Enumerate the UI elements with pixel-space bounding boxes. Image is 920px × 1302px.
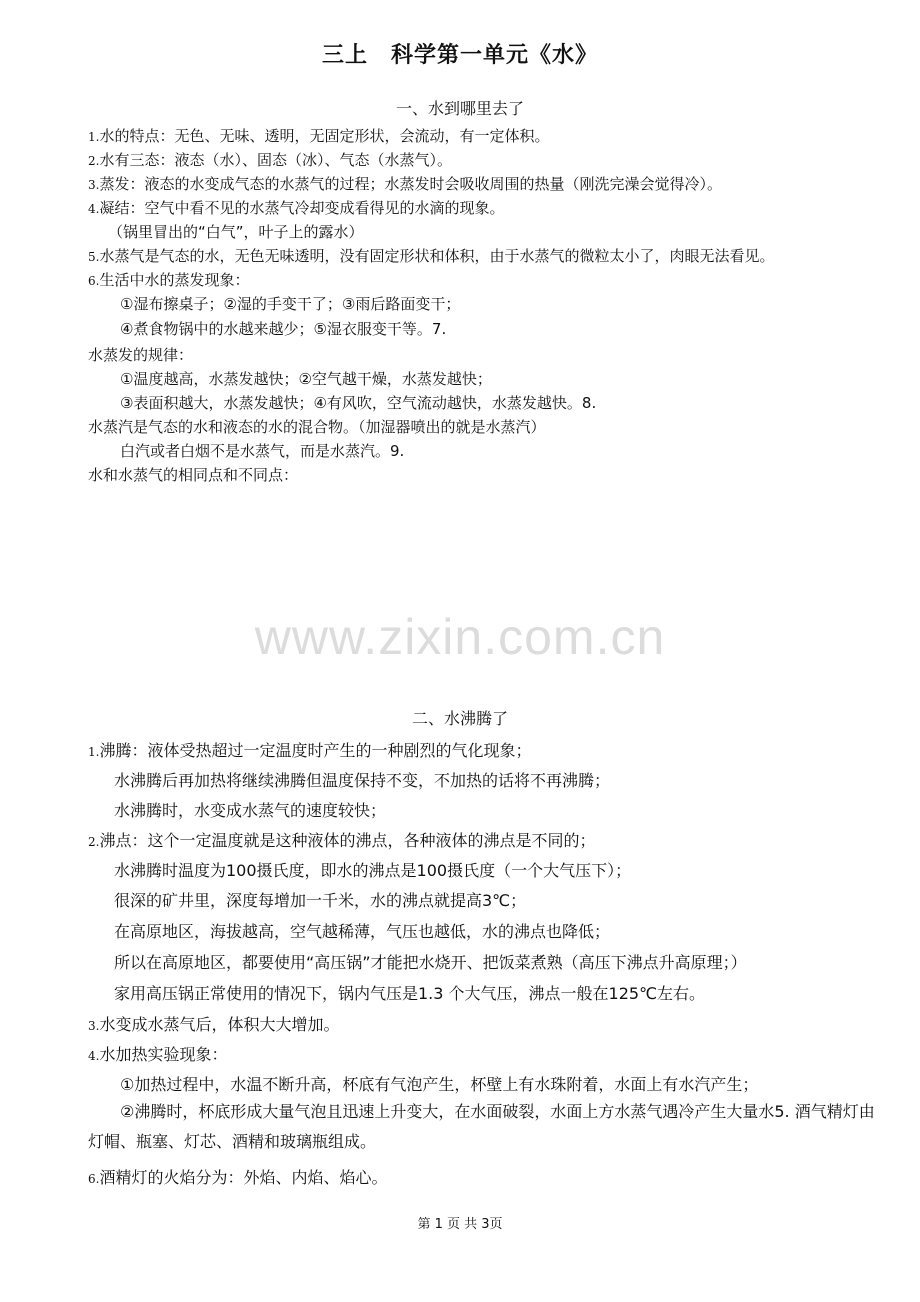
- list-item: 水和水蒸气的相同点和不同点：: [88, 466, 299, 484]
- list-item: 白汽或者白烟不是水蒸气，而是水蒸汽。9.: [120, 442, 405, 460]
- list-item: ③表面积越大，水蒸发越快；④有风吹，空气流动越快，水蒸发越快。8.: [120, 394, 597, 412]
- list-item: 家用高压锅正常使用的情况下，锅内气压是1.3 个大气压，沸点一般在125℃左右。: [114, 984, 706, 1003]
- list-item: ①加热过程中，水温不断升高，杯底有气泡产生，杯壁上有水珠附着，水面上有水汽产生；: [120, 1075, 759, 1094]
- list-item: 1.沸腾：液体受热超过一定温度时产生的一种剧烈的气化现象；: [88, 741, 532, 760]
- list-item: 水沸腾后再加热将继续沸腾但温度保持不变，不加热的话将不再沸腾；: [114, 771, 611, 790]
- list-item: 1.水的特点：无色、无味、透明，无固定形状，会流动，有一定体积。: [88, 127, 550, 145]
- list-item: ②沸腾时，杯底形成大量气泡且迅速上升变大，在水面破裂，水面上方水蒸气遇冷产生大量水5. 酒气精灯由灯帽、瓶塞、灯芯、酒精和玻璃瓶组成。: [88, 1102, 875, 1151]
- list-item: 水沸腾时，水变成水蒸气的速度较快；: [114, 801, 387, 820]
- list-item: 水沸腾时温度为100摄氏度，即水的沸点是100摄氏度（一个大气压下）；: [114, 861, 632, 880]
- list-item: 6.生活中水的蒸发现象：: [88, 271, 250, 289]
- list-item: 4.水加热实验现象：: [88, 1045, 228, 1064]
- list-item: 水蒸汽是气态的水和液态的水的混合物。（加湿器喷出的就是水蒸汽）: [88, 418, 546, 436]
- list-item: （锅里冒出的“白气”，叶子上的露水）: [108, 223, 364, 241]
- list-item: ①温度越高，水蒸发越快；②空气越干燥，水蒸发越快；: [120, 370, 492, 388]
- list-item: 2.水有三态：液态（水）、固态（冰）、气态（水蒸气）。: [88, 151, 452, 169]
- list-item: 4.凝结：空气中看不见的水蒸气冷却变成看得见的水滴的现象。: [88, 199, 505, 217]
- section-heading-2: 二、水沸腾了: [411, 709, 508, 728]
- list-item: 水蒸发的规律：: [88, 346, 194, 364]
- list-item: ①湿布擦桌子；②湿的手变干了；③雨后路面变干；: [120, 295, 461, 313]
- list-item: ④煮食物锅中的水越来越少；⑤湿衣服变干等。7.: [120, 320, 447, 338]
- list-item: 6.酒精灯的火焰分为：外焰、内焰、焰心。: [88, 1168, 388, 1187]
- list-item: 3.水变成水蒸气后，体积大大增加。: [88, 1015, 340, 1034]
- page-footer: 第 1 页 共 3页: [417, 1217, 503, 1232]
- watermark: www.zixin.com.cn: [254, 609, 666, 665]
- list-item: 很深的矿井里，深度每增加一千米，水的沸点就提高3℃；: [114, 891, 527, 910]
- section-heading-1: 一、水到哪里去了: [395, 99, 524, 118]
- list-item: 2.沸点：这个一定温度就是这种液体的沸点，各种液体的沸点是不同的；: [88, 831, 596, 850]
- list-item: 所以在高原地区，都要使用“高压锅”才能把水烧开、把饭菜煮熟（高压下沸点升高原理；）: [114, 953, 747, 972]
- list-item: 在高原地区，海拔越高，空气越稀薄，气压也越低，水的沸点也降低；: [114, 922, 611, 941]
- page-title: 三上 科学第一单元《水》: [321, 43, 598, 68]
- list-item: 5.水蒸气是气态的水，无色无味透明，没有固定形状和体积，由于水蒸气的微粒太小了，肉眼无法看见。: [88, 247, 775, 265]
- list-item: 3.蒸发：液态的水变成气态的水蒸气的过程；水蒸发时会吸收周围的热量（刚洗完澡会觉得冷）。: [88, 175, 722, 193]
